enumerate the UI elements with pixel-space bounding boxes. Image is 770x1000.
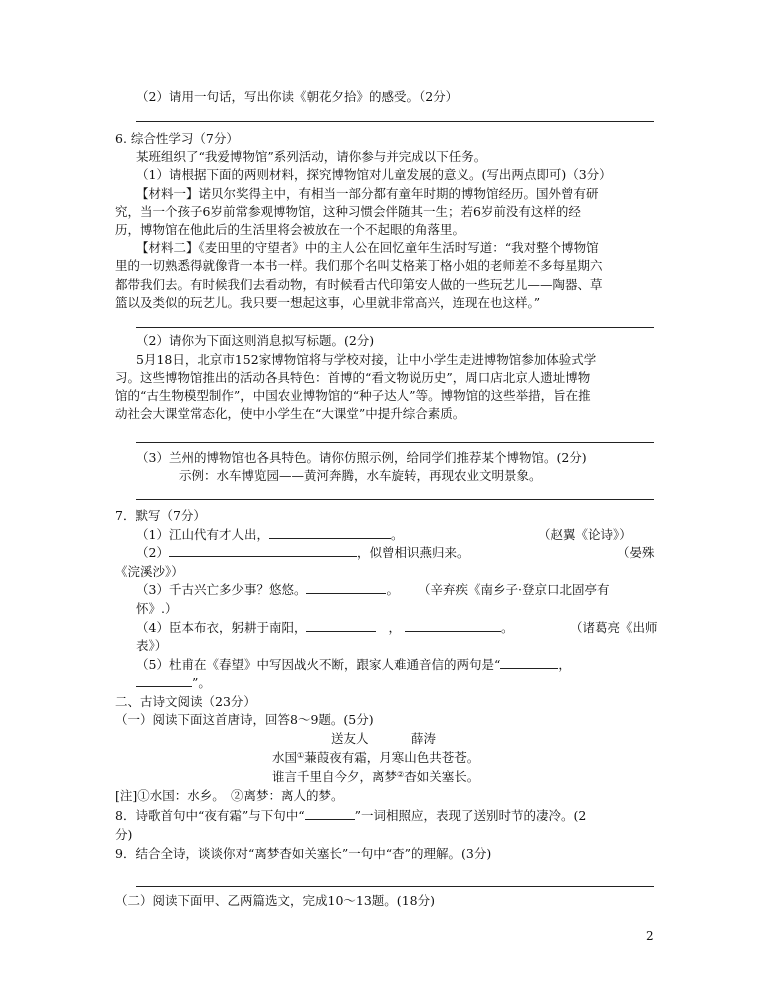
fill-blank[interactable] <box>405 620 501 632</box>
question-5-2: （2）请用一句话，写出你读《朝花夕拾》的感受。（2分） <box>136 89 459 104</box>
material-1-line: 历，博物馆在他此后的生活里将会被放在一个不起眼的角落里。 <box>115 222 466 237</box>
poem-line-2: 谁言千里自今夕，离梦②杳如关塞长。 <box>272 769 480 784</box>
material-2-line: 里的一切熟悉得就像背一本书一样。我们那个名叫艾格莱丁格小姐的老师差不多每星期六 <box>115 258 603 273</box>
answer-line <box>136 327 654 328</box>
dictation-4-source: （诸葛亮《出师 <box>570 620 658 635</box>
question-8: 8．诗歌首句中“夜有霜”与下句中“ ”一词相照应，表现了送别时节的凄冷。(2 <box>115 808 587 823</box>
dictation-4-source: 表》） <box>136 638 168 653</box>
fill-blank[interactable] <box>305 808 355 820</box>
dictation-5-cont: ”。 <box>136 675 211 690</box>
news-line: 馆的“古生物模型制作”，中国农业博物馆的“种子达人”等。博物馆的这些举措，旨在推 <box>115 388 591 403</box>
answer-line <box>136 886 654 887</box>
dictation-1: （1）江山代有才人出， 。 <box>136 527 404 542</box>
question-6-3: （3）兰州的博物馆也各具特色。请你仿照示例，给同学们推荐某个博物馆。(2分) <box>136 450 587 465</box>
material-2-line: 都带我们去。有时候我们去看动物，有时候看古代印第安人做的一些玩艺儿——陶器、草 <box>115 277 603 292</box>
page-number: 2 <box>646 929 654 943</box>
question-7-title: 7．默写（7分） <box>115 508 206 523</box>
dictation-1-source: （赵翼《论诗》） <box>538 527 632 542</box>
answer-line <box>136 442 654 443</box>
poem-title: 送友人 <box>331 731 369 746</box>
fill-blank[interactable] <box>136 675 192 687</box>
dictation-4: （4）臣本布衣，躬耕于南阳， ， 。 <box>136 620 514 635</box>
poem-author: 薛涛 <box>411 731 437 746</box>
dictation-2: （2） ，似曾相识燕归来。 <box>136 545 470 560</box>
news-line: 5月18日，北京市152家博物馆将与学校对接，让中小学生走进博物馆参加体验式学 <box>136 352 597 367</box>
fill-blank[interactable] <box>500 657 558 669</box>
question-6-2: （2）请你为下面这则消息拟写标题。(2分) <box>136 333 375 348</box>
section-2-1-title: （一）阅读下面这首唐诗，回答8～9题。(5分) <box>115 712 374 727</box>
dictation-2-source: 《浣溪沙》） <box>115 564 184 579</box>
material-1-line: 究，当一个孩子6岁前常参观博物馆，这种习惯会伴随其一生；若6岁前没有这样的经 <box>115 204 581 219</box>
section-2-title: 二、古诗文阅读（23分） <box>115 694 256 709</box>
dictation-3-source: 怀》.） <box>136 601 178 616</box>
dictation-3-source: （辛弃疾《南乡子·登京口北固亭有 <box>418 582 610 597</box>
answer-line <box>136 121 654 122</box>
dictation-5: （5）杜甫在《春望》中写因战火不断，跟家人难通音信的两句是“ ， <box>136 657 571 672</box>
material-2-line: 篮以及类似的玩艺儿。我只要一想起这事，心里就非常高兴，连现在也这样。” <box>115 295 541 310</box>
dictation-3: （3）千古兴亡多少事？悠悠。 。 <box>136 582 399 597</box>
dictation-2-source: （晏殊 <box>617 545 655 560</box>
poem-line-1: 水国①蒹葭夜有霜，月寒山色共苍苍。 <box>272 750 480 765</box>
fill-blank[interactable] <box>306 620 376 632</box>
example-text: 示例：水车博览园——黄河奔腾，水车旋转，再现农业文明景象。 <box>179 468 542 483</box>
news-line: 动社会大课堂常态化，使中小学生在“大课堂”中提升综合素质。 <box>115 406 466 421</box>
fill-blank[interactable] <box>306 582 386 594</box>
fill-blank[interactable] <box>169 545 357 557</box>
material-2-line: 【材料二】《麦田里的守望者》中的主人公在回忆童年生活时写道：“我对整个博物馆 <box>136 240 599 255</box>
question-6-intro: 某班组织了“我爱博物馆”系列活动，请你参与并完成以下任务。 <box>136 149 487 164</box>
fill-blank[interactable] <box>269 527 391 539</box>
question-9: 9．结合全诗，谈谈你对“离梦杳如关塞长”一句中“杳”的理解。(3分) <box>115 846 492 861</box>
question-6-title: 6. 综合性学习（7分） <box>115 131 239 146</box>
material-1-line: 【材料一】诺贝尔奖得主中，有相当一部分都有童年时期的博物馆经历。国外曾有研 <box>136 186 599 201</box>
news-line: 习。这些博物馆推出的活动各具特色：首博的“看文物说历史”，周口店北京人遗址博物 <box>115 370 591 385</box>
question-6-1: （1）请根据下面的两则材料，探究博物馆对儿童发展的意义。(写出两点即可)（3分） <box>136 167 612 182</box>
answer-line <box>136 499 654 500</box>
poem-note: [注]①水国：水乡。 ②离梦：离人的梦。 <box>115 788 344 803</box>
question-8-cont: 分) <box>115 827 133 842</box>
section-2-2-title: （二）阅读下面甲、乙两篇选文，完成10～13题。(18分) <box>115 893 435 908</box>
